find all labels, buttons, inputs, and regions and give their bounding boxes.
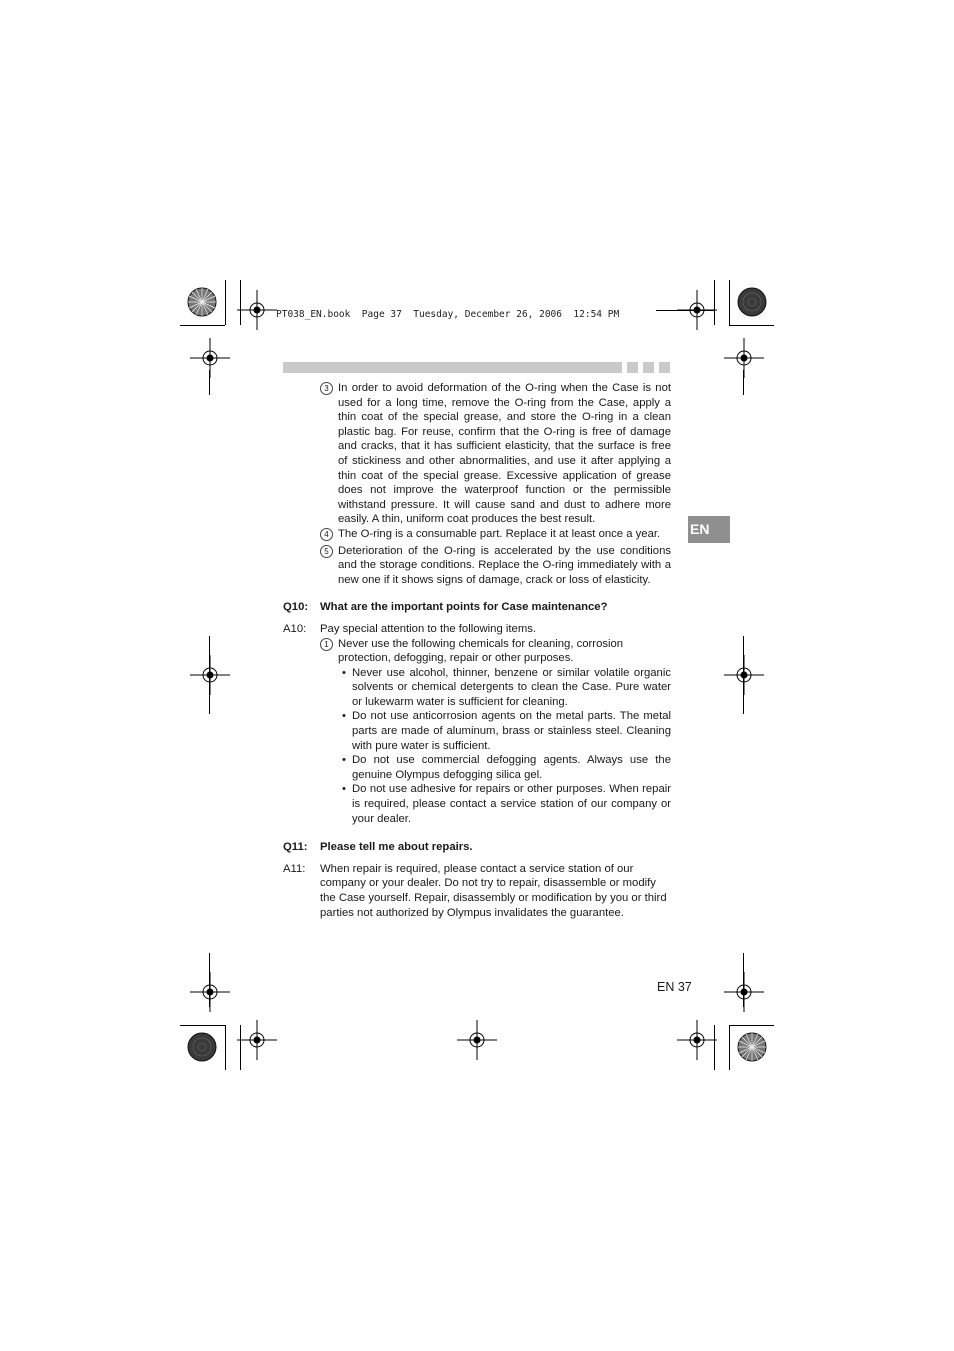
crop-line — [225, 280, 226, 325]
bullet-text: Never use alcohol, thinner, benzene or similar volatile organic solvents or chemical detergents to clean the Case. Pure water or lukewarm water is sufficient for cleaning. — [352, 666, 671, 708]
question-q11 — [283, 840, 671, 855]
page-content — [283, 381, 671, 920]
bullet-text: Do not use anticorrosion agents on the metal parts. The metal parts are made of aluminum, brass or stainless steel. Cleaning with pure water is sufficient. — [352, 710, 671, 752]
crop-line — [180, 325, 225, 326]
crop-line — [209, 636, 210, 714]
registration-dark-mark-top-right — [736, 286, 768, 318]
crop-line — [225, 1025, 226, 1070]
header-bar — [283, 362, 622, 373]
language-tab: EN — [688, 516, 730, 543]
header-bar-block — [627, 362, 638, 373]
list-item — [320, 381, 671, 527]
answer-text: Pay special attention to the following items. — [320, 622, 537, 635]
crop-line — [743, 636, 744, 714]
crosshair-mark-bottom-a — [237, 1020, 277, 1060]
crop-line — [729, 1025, 774, 1026]
crosshair-mark-right-bottom — [724, 972, 764, 1012]
registration-dark-mark-bottom-left — [186, 1031, 218, 1063]
list-item-text: Never use the following chemicals for cleaning, corrosion protection, defogging, repair or other purposes. — [338, 637, 624, 665]
bullet-item: • Do not use anticorrosion agents on the metal parts. The metal parts are made of aluminum, brass or stainless steel. Cleaning with pure water is sufficient. — [342, 710, 671, 752]
bullet-item: • Do not use commercial defogging agents. Always use the genuine Olympus defogging silica gel. — [342, 754, 671, 781]
bullet-item: • Never use alcohol, thinner, benzene or similar volatile organic solvents or chemical detergents to clean the Case. Pure water or lukewarm water is sufficient for cleaning. — [342, 666, 671, 708]
list-item-text: Deterioration of the O-ring is accelerated by the use conditions and the storage conditions. Replace the O-ring immediately with a new one if it shows signs of damage, crack or loss of elasticity. — [338, 544, 671, 586]
circled-number: 1 — [320, 638, 333, 651]
question-label: Q11: — [283, 841, 308, 854]
answer-text: When repair is required, please contact a service station of our company or your dealer. Do not try to repair, disassemble or modify the Case yourself. Repair, disassembly or modification by you or third parties not authorized by Olympus invalidates the guarantee. — [320, 862, 667, 919]
bullet-text: Do not use adhesive for repairs or other purposes. When repair is required, please contact a service station of our company or your dealer. — [352, 783, 671, 825]
crop-line — [180, 1025, 225, 1026]
circled-number: 3 — [320, 382, 333, 395]
crosshair-mark-left-bottom — [190, 972, 230, 1012]
list-item-text: The O-ring is a consumable part. Replace it at least once a year. — [338, 527, 661, 540]
print-header: PT038_EN.book Page 37 Tuesday, December 26, 2006 12:54 PM — [276, 309, 620, 320]
circled-number: 5 — [320, 545, 333, 558]
registration-radial-mark-top-left — [186, 286, 218, 318]
crosshair-mark-right-mid — [724, 655, 764, 695]
answer-a11 — [283, 862, 671, 920]
crop-line — [209, 370, 210, 395]
circled-number: 4 — [320, 528, 333, 541]
crosshair-mark-left-top — [190, 338, 230, 378]
question-text: What are the important points for Case maintenance? — [320, 601, 608, 614]
crosshair-mark-bottom-center — [457, 1020, 497, 1060]
crop-line — [729, 325, 774, 326]
answer-label: A10: — [283, 622, 307, 635]
crop-line — [743, 370, 744, 395]
question-q10 — [283, 600, 671, 615]
crop-line — [729, 280, 730, 325]
crop-line — [209, 953, 210, 1007]
registration-radial-mark-bottom-right — [736, 1031, 768, 1063]
list-item — [320, 527, 671, 542]
crosshair-mark-top-a — [237, 290, 277, 330]
crop-line — [743, 953, 744, 1007]
header-bar-block — [643, 362, 654, 373]
question-label: Q10: — [283, 601, 309, 614]
question-text: Please tell me about repairs. — [320, 841, 473, 854]
crop-line — [656, 310, 714, 311]
list-item — [320, 637, 671, 666]
crop-line — [714, 280, 715, 325]
bullet-item: • Do not use adhesive for repairs or other purposes. When repair is required, please contact a service station of our company or your dealer. — [342, 783, 671, 825]
crop-line — [729, 1025, 730, 1070]
crop-line — [240, 280, 241, 325]
page-number: EN 37 — [657, 980, 692, 994]
answer-a10 — [283, 622, 671, 637]
answer-label: A11: — [283, 862, 306, 875]
crop-line — [714, 1025, 715, 1070]
bullet-text: Do not use commercial defogging agents. Always use the genuine Olympus defogging silica gel. — [352, 754, 671, 781]
header-bar-block — [659, 362, 670, 373]
list-item — [320, 544, 671, 588]
crop-line — [240, 1025, 241, 1070]
list-item-text: In order to avoid deformation of the O-ring when the Case is not used for a long time, remove the O-ring from the Case, apply a thin coat of the special grease, and store the O-ring in a clean plastic bag. For reuse, confirm that the O-ring is free of damage and cracks, that it has sufficient elasticity, that the surface is free of stickiness and other abnormalities, and use it after applying a thin coat of the special grease. Excessive application of grease does not improve the waterproof function or the permissible withstand pressure. It will cause sand and dust to adhere more easily. A thin, uniform coat produces the best result. — [338, 382, 671, 526]
crosshair-mark-left-mid — [190, 655, 230, 695]
crosshair-mark-bottom-b — [677, 1020, 717, 1060]
crosshair-mark-right-top — [724, 338, 764, 378]
